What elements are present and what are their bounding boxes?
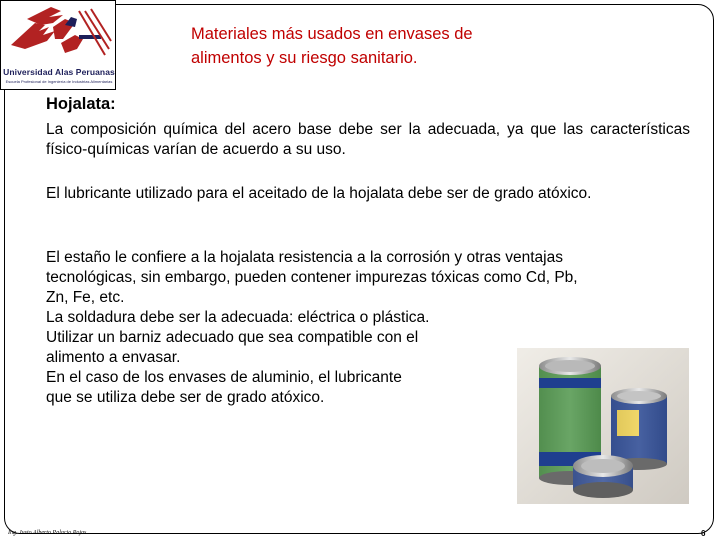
paragraph-line: Utilizar un barniz adecuado que sea compatible con el bbox=[46, 329, 419, 346]
paragraph-lubricant: El lubricante utilizado para el aceitado de la hojalata debe ser de grado atóxico. bbox=[46, 185, 592, 202]
slide-title bbox=[191, 22, 611, 70]
paragraph-line: En el caso de los envases de aluminio, el lubricante bbox=[46, 369, 402, 386]
paragraph-composition: La composición química del acero base debe ser la adecuada, ya que las características físico-químicas varían de acuerdo a su uso. bbox=[46, 121, 690, 158]
paragraph-tin bbox=[46, 248, 690, 308]
logo-university-name: Universidad Alas Peruanas bbox=[3, 67, 115, 77]
paragraph-welding-varnish bbox=[46, 308, 516, 408]
canned-food-photo bbox=[517, 348, 689, 504]
paragraph-line: La soldadura debe ser la adecuada: eléctrica o plástica. bbox=[46, 309, 430, 326]
footer-author: Ing. Justo Alberto Palacio Rojas bbox=[8, 530, 87, 536]
slide-title-line-2: alimentos y su riesgo sanitario. bbox=[191, 49, 418, 67]
paragraph-tin-line: tecnológicas, sin embargo, pueden contener impurezas tóxicas como Cd, Pb, bbox=[46, 269, 578, 286]
page-number: 6 bbox=[701, 529, 706, 538]
eagle-emblem-icon bbox=[5, 5, 113, 67]
paragraph-tin-line: El estaño le confiere a la hojalata resistencia a la corrosión y otras ventajas bbox=[46, 249, 563, 266]
logo-tagline: Escuela Profesional de Ingeniería de Industrias Alimentarias bbox=[5, 79, 113, 84]
paragraph-tin-line: Zn, Fe, etc. bbox=[46, 289, 125, 306]
paragraph-line: que se utiliza debe ser de grado atóxico. bbox=[46, 389, 325, 406]
slide-title-line-1: Materiales más usados en envases de bbox=[191, 25, 473, 43]
university-logo bbox=[0, 0, 116, 90]
paragraph-line: alimento a envasar. bbox=[46, 349, 181, 366]
section-heading: Hojalata: bbox=[46, 95, 116, 113]
